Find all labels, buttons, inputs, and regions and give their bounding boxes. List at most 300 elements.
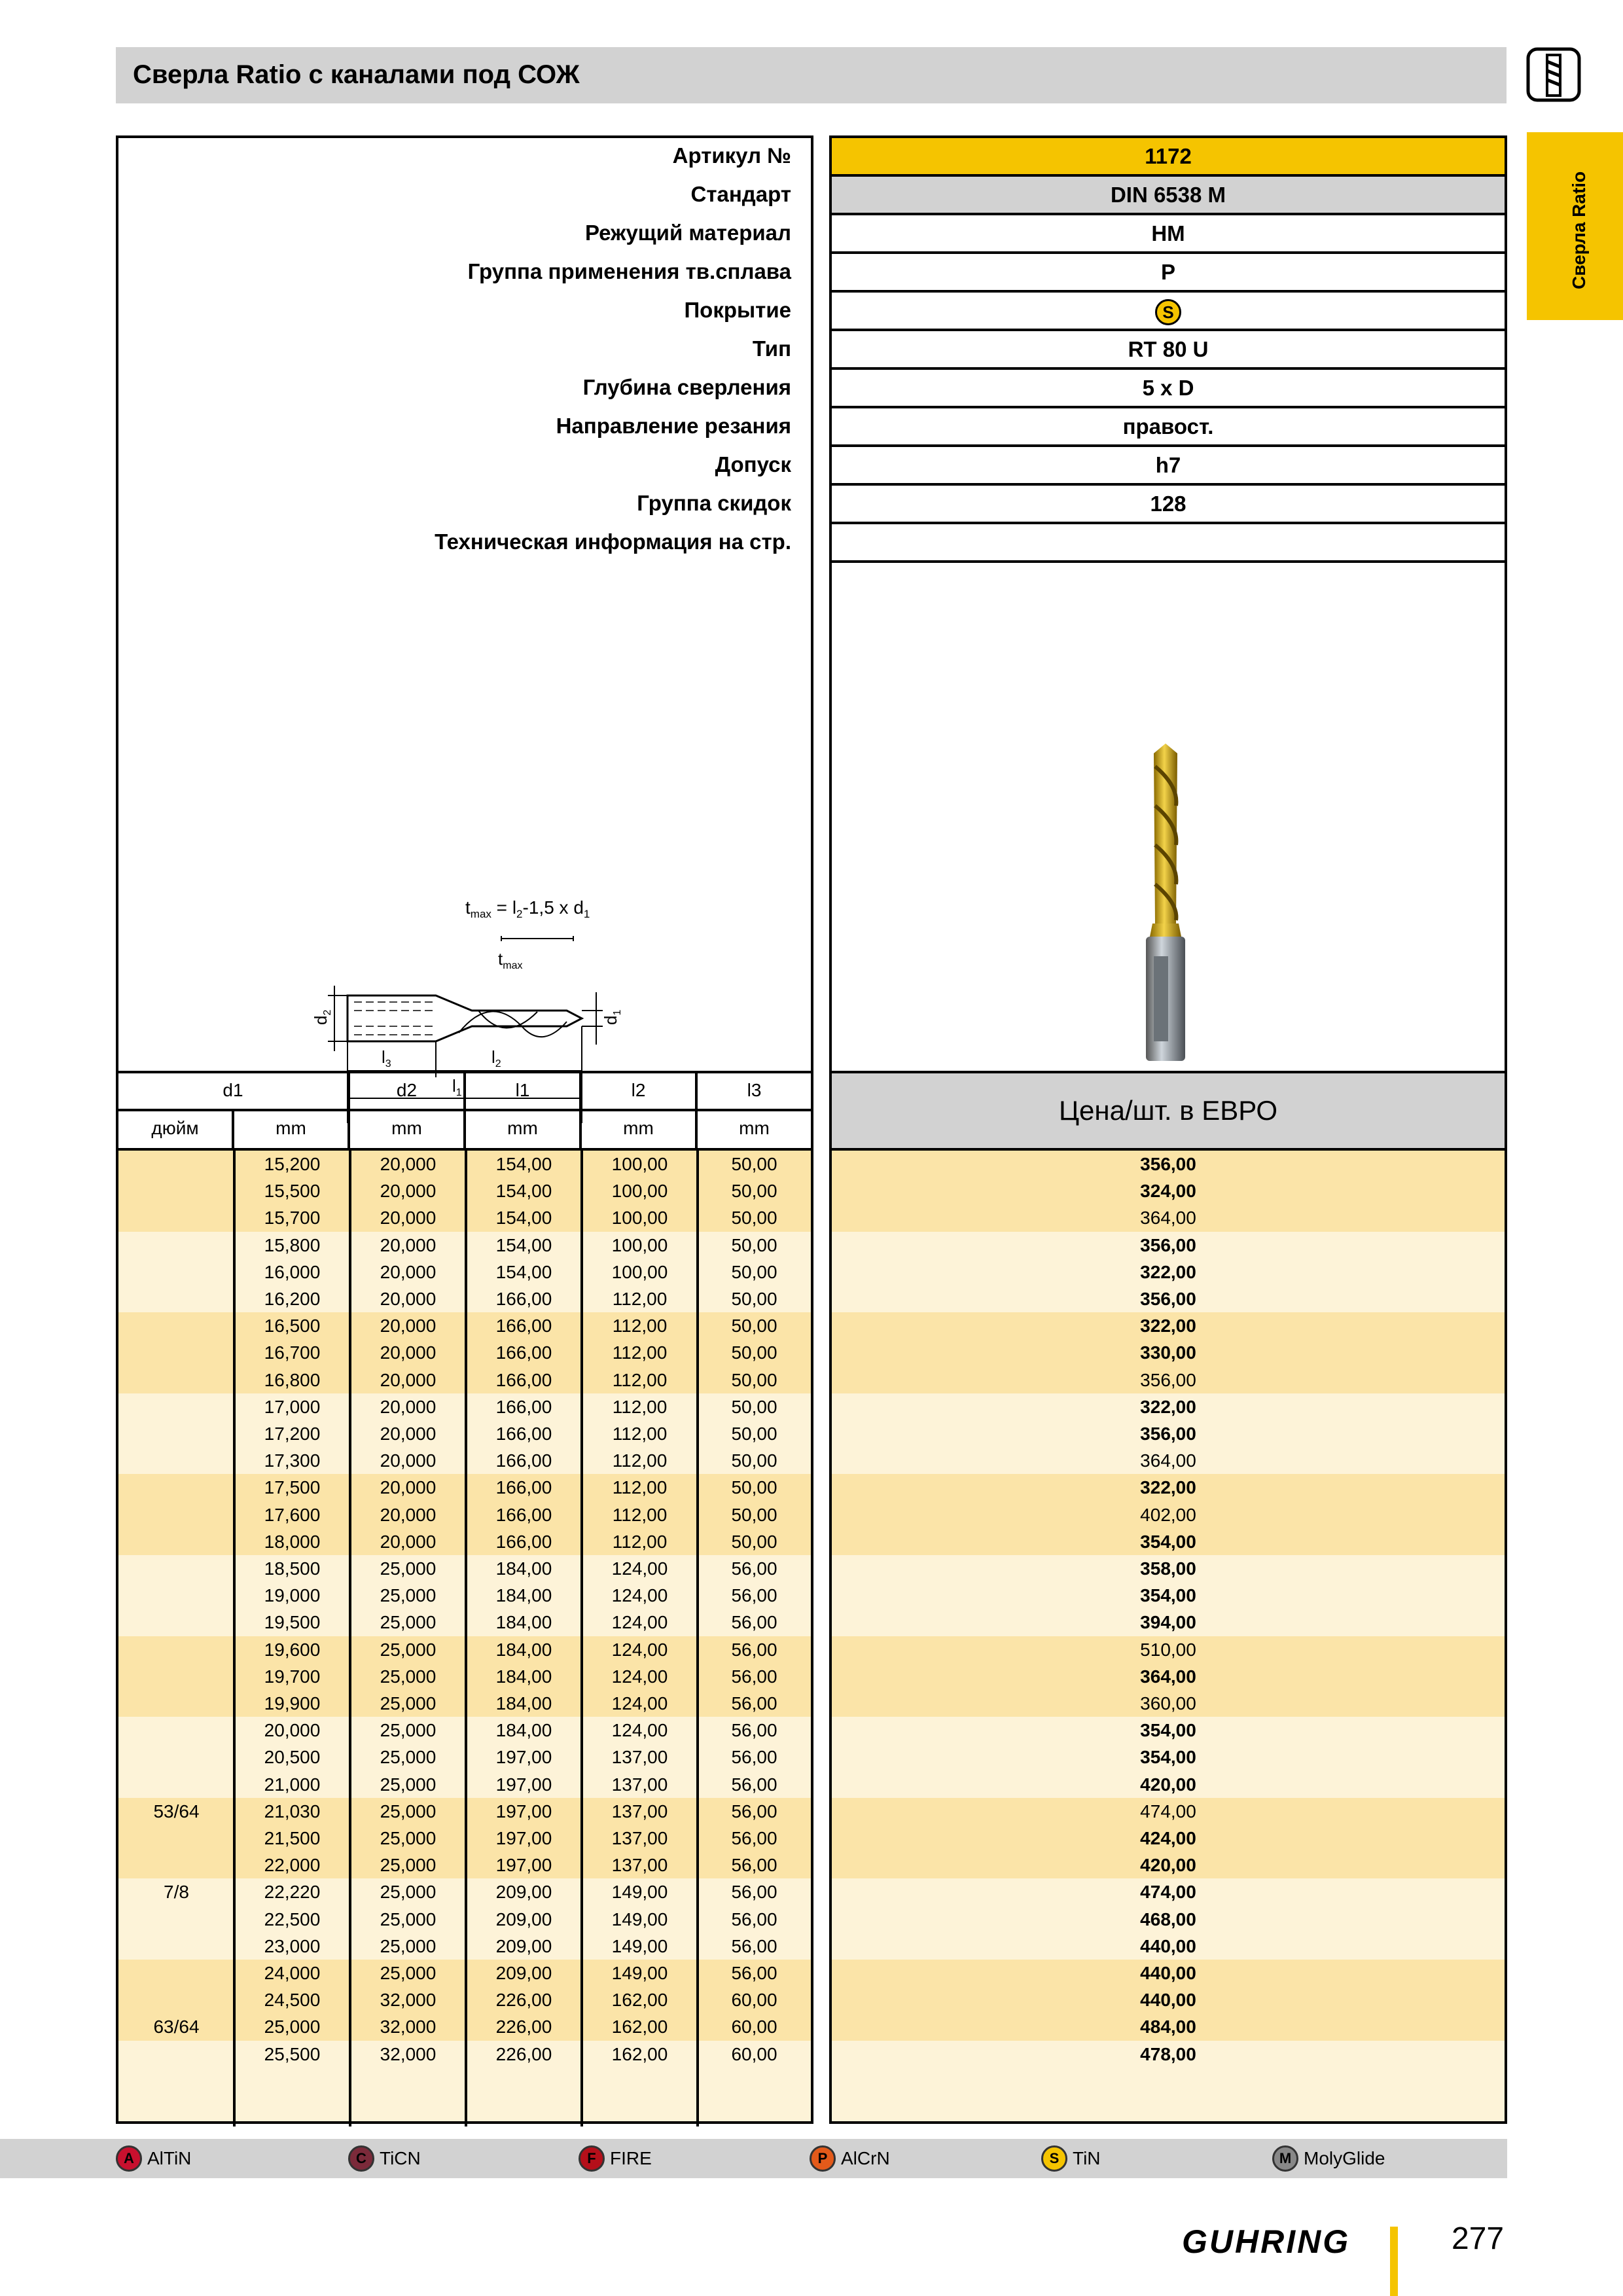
cell-price: 364,00 (1140, 1450, 1196, 1471)
cell-l2: 112,00 (612, 1504, 668, 1525)
cell-price: 354,00 (1140, 1720, 1196, 1741)
cell-d2: 25,000 (380, 1558, 437, 1579)
cell-l2: 112,00 (612, 1450, 668, 1471)
svg-text:tmax: $t_{max}$ (498, 949, 523, 971)
cell-d2: 20,000 (380, 1504, 437, 1525)
unit-l1: mm (466, 1111, 582, 1151)
spec-labels-panel (116, 135, 813, 2124)
cell-inch (118, 1501, 234, 1528)
cell-l2: 137,00 (611, 1828, 668, 1848)
col-header-d2: d2 (350, 1071, 466, 1111)
unit-d1: mm (234, 1111, 350, 1151)
cell-l3: 60,00 (731, 1990, 777, 2011)
cell-l1: 166,00 (495, 1342, 552, 1363)
cell-l1: 166,00 (495, 1316, 552, 1336)
coating-legend (0, 2139, 1507, 2178)
cell-d1: 25,000 (264, 2017, 321, 2037)
cell-price: 364,00 (1140, 1666, 1196, 1687)
cell-price: 468,00 (1140, 1909, 1196, 1929)
cell-l2: 100,00 (611, 1261, 668, 1282)
cell-d1: 17,500 (264, 1477, 321, 1498)
cell-d2: 25,000 (380, 1855, 437, 1876)
cell-price: 440,00 (1140, 1963, 1196, 1983)
coating-alcrn-icon: P (810, 2145, 836, 2172)
cell-l3: 56,00 (731, 1801, 777, 1821)
cell-l3: 50,00 (731, 1396, 777, 1417)
cell-inch (118, 2041, 234, 2068)
svg-text:l2: $l_2$ (491, 1047, 501, 1069)
cell-l1: 184,00 (495, 1666, 552, 1687)
spec-label: Группа скидок (637, 491, 791, 515)
unit-l3: mm (698, 1111, 811, 1151)
cell-d2: 20,000 (380, 1369, 437, 1390)
cell-l2: 162,00 (611, 2043, 668, 2064)
svg-text:d2: $d_2$ (311, 1009, 333, 1025)
drill-product-image (1120, 740, 1211, 1067)
cell-inch (118, 1771, 234, 1798)
cell-inch (118, 1420, 234, 1447)
cell-inch (118, 1474, 234, 1501)
cell-l3: 50,00 (731, 1261, 777, 1282)
cell-d1: 19,000 (264, 1585, 321, 1606)
cell-l2: 112,00 (612, 1316, 668, 1336)
cell-l2: 149,00 (611, 1882, 668, 1903)
spec-value: P (832, 254, 1505, 293)
cell-l2: 100,00 (611, 1154, 668, 1174)
cell-d1: 15,800 (264, 1234, 321, 1255)
legend-item (1041, 2144, 1101, 2173)
coating-tin-icon: S (1155, 299, 1181, 325)
legend-item (116, 2144, 191, 2173)
cell-d2: 25,000 (380, 1909, 437, 1929)
cell-d2: 20,000 (380, 1154, 437, 1174)
cell-d2: 20,000 (380, 1477, 437, 1498)
coating-ticn-icon: C (348, 2145, 374, 2172)
cell-d1: 24,000 (264, 1963, 321, 1983)
cell-inch (118, 1367, 234, 1393)
cell-d1: 19,500 (264, 1612, 321, 1633)
cell-inch: 63/64 (153, 2017, 200, 2037)
cell-l1: 166,00 (495, 1450, 552, 1471)
cell-d2: 20,000 (380, 1261, 437, 1282)
cell-d1: 16,700 (264, 1342, 321, 1363)
cell-price: 356,00 (1140, 1369, 1196, 1390)
cell-l3: 56,00 (731, 1909, 777, 1929)
cell-l1: 154,00 (495, 1181, 552, 1202)
cell-d1: 21,030 (264, 1801, 321, 1821)
cell-l1: 166,00 (495, 1369, 552, 1390)
cell-l1: 197,00 (495, 1828, 552, 1848)
cell-l1: 184,00 (495, 1639, 552, 1660)
cell-price: 356,00 (1140, 1154, 1196, 1174)
cell-d1: 17,000 (264, 1396, 321, 1417)
cell-price: 364,00 (1140, 1208, 1196, 1229)
spec-value: правост. (832, 408, 1505, 447)
cell-l1: 166,00 (495, 1396, 552, 1417)
cell-d1: 17,200 (264, 1424, 321, 1444)
cell-d2: 25,000 (380, 1963, 437, 1983)
cell-l2: 124,00 (611, 1639, 668, 1660)
cell-d2: 20,000 (380, 1289, 437, 1309)
cell-d2: 25,000 (380, 1828, 437, 1848)
cell-inch (118, 1825, 234, 1852)
legend-label: AlCrN (841, 2148, 890, 2168)
cell-d2: 20,000 (380, 1181, 437, 1202)
spec-value: 1172 (832, 138, 1505, 177)
cell-l2: 137,00 (611, 1855, 668, 1876)
coating-molyglide-icon: M (1272, 2145, 1298, 2172)
cell-price: 394,00 (1140, 1612, 1196, 1633)
cell-price: 354,00 (1140, 1747, 1196, 1768)
col-header-d1: d1 (118, 1071, 350, 1111)
cell-l3: 50,00 (731, 1424, 777, 1444)
cell-d2: 20,000 (380, 1396, 437, 1417)
title-bar (116, 47, 1507, 103)
cell-inch (118, 1285, 234, 1312)
cell-l3: 56,00 (731, 1585, 777, 1606)
cell-d2: 25,000 (380, 1720, 437, 1741)
cell-d2: 25,000 (380, 1585, 437, 1606)
cell-l3: 56,00 (731, 1612, 777, 1633)
cell-d2: 20,000 (380, 1531, 437, 1552)
cell-price: 322,00 (1140, 1477, 1196, 1498)
cell-price: 354,00 (1140, 1585, 1196, 1606)
cell-l3: 50,00 (731, 1342, 777, 1363)
cell-l3: 50,00 (731, 1181, 777, 1202)
cell-d1: 23,000 (264, 1935, 321, 1956)
section-tab (1527, 132, 1623, 320)
legend-label: TiCN (380, 2148, 421, 2168)
cell-l1: 226,00 (495, 1990, 552, 2011)
cell-inch (118, 1933, 234, 1960)
cell-l2: 137,00 (611, 1774, 668, 1795)
spec-value: HM (832, 215, 1505, 254)
cell-l1: 166,00 (495, 1531, 552, 1552)
coating-fire-icon: F (579, 2145, 605, 2172)
cell-price: 420,00 (1140, 1774, 1196, 1795)
cell-l1: 209,00 (495, 1963, 552, 1983)
cell-l2: 124,00 (611, 1666, 668, 1687)
cell-d1: 16,000 (264, 1261, 321, 1282)
spec-label: Техническая информация на стр. (435, 529, 791, 554)
svg-text:l1: $l_1$ (452, 1076, 462, 1098)
cell-d2: 20,000 (380, 1208, 437, 1229)
cell-price: 322,00 (1140, 1261, 1196, 1282)
coating-altin-icon: A (116, 2145, 142, 2172)
cell-d1: 20,500 (264, 1747, 321, 1768)
cell-inch (118, 1528, 234, 1555)
cell-l2: 100,00 (611, 1181, 668, 1202)
cell-l1: 209,00 (495, 1882, 552, 1903)
cell-d2: 20,000 (380, 1342, 437, 1363)
cell-l3: 50,00 (731, 1289, 777, 1309)
coating-tin-icon: S (1041, 2145, 1067, 2172)
cell-d1: 19,600 (264, 1639, 321, 1660)
cell-d2: 25,000 (380, 1693, 437, 1713)
cell-d2: 25,000 (380, 1639, 437, 1660)
cell-inch (118, 1609, 234, 1636)
cell-inch (118, 1339, 234, 1366)
cell-d2: 32,000 (380, 1990, 437, 2011)
cell-l1: 184,00 (495, 1693, 552, 1713)
cell-inch (118, 1447, 234, 1474)
spec-label: Направление резания (556, 414, 791, 438)
cell-l3: 60,00 (731, 2017, 777, 2037)
cell-d2: 25,000 (380, 1612, 437, 1633)
cell-d1: 15,700 (264, 1208, 321, 1229)
spec-label: Покрытие (684, 298, 791, 322)
cell-l1: 154,00 (495, 1234, 552, 1255)
spec-value (832, 524, 1505, 563)
cell-l3: 60,00 (731, 2043, 777, 2064)
cell-l2: 162,00 (611, 2017, 668, 2037)
section-tab-label: Сверла Ratio (1569, 171, 1589, 289)
cell-d1: 17,600 (264, 1504, 321, 1525)
cell-d2: 32,000 (380, 2043, 437, 2064)
drill-icon (1526, 47, 1581, 102)
cell-l2: 112,00 (612, 1477, 668, 1498)
cell-l1: 197,00 (495, 1747, 552, 1768)
cell-d2: 25,000 (380, 1882, 437, 1903)
cell-inch (118, 1204, 234, 1231)
cell-inch (118, 1906, 234, 1933)
cell-price: 360,00 (1140, 1693, 1196, 1713)
cell-d2: 20,000 (380, 1316, 437, 1336)
cell-d1: 16,800 (264, 1369, 321, 1390)
cell-l2: 137,00 (611, 1801, 668, 1821)
unit-l2: mm (582, 1111, 698, 1151)
spec-value: h7 (832, 447, 1505, 486)
cell-l2: 124,00 (611, 1585, 668, 1606)
cell-d2: 20,000 (380, 1424, 437, 1444)
cell-inch (118, 1232, 234, 1259)
cell-inch (118, 1555, 234, 1582)
cell-l1: 166,00 (495, 1504, 552, 1525)
cell-price: 322,00 (1140, 1396, 1196, 1417)
cell-l1: 197,00 (495, 1774, 552, 1795)
cell-price: 474,00 (1140, 1882, 1196, 1903)
cell-l1: 166,00 (495, 1477, 552, 1498)
cell-l2: 100,00 (611, 1234, 668, 1255)
legend-label: MolyGlide (1304, 2148, 1385, 2168)
cell-d1: 24,500 (264, 1990, 321, 2011)
cell-l3: 56,00 (731, 1935, 777, 1956)
spec-value: RT 80 U (832, 331, 1505, 370)
cell-d1: 16,500 (264, 1316, 321, 1336)
cell-d2: 25,000 (380, 1774, 437, 1795)
cell-price: 358,00 (1140, 1558, 1196, 1579)
cell-d1: 17,300 (264, 1450, 321, 1471)
cell-l2: 112,00 (612, 1369, 668, 1390)
cell-inch (118, 1393, 234, 1420)
cell-price: 356,00 (1140, 1424, 1196, 1444)
cell-l3: 50,00 (731, 1234, 777, 1255)
cell-l1: 166,00 (495, 1424, 552, 1444)
spec-label: Допуск (715, 452, 791, 476)
cell-d2: 25,000 (380, 1666, 437, 1687)
cell-l3: 56,00 (731, 1882, 777, 1903)
spec-label: Режущий материал (584, 221, 791, 245)
cell-l2: 112,00 (612, 1289, 668, 1309)
svg-text:l3: $l_3$ (382, 1047, 391, 1069)
cell-inch (118, 1312, 234, 1339)
cell-inch (118, 1690, 234, 1717)
cell-d2: 32,000 (380, 2017, 437, 2037)
page-title: Сверла Ratio с каналами под СОЖ (133, 60, 580, 89)
cell-l3: 56,00 (731, 1639, 777, 1660)
cell-price: 330,00 (1140, 1342, 1196, 1363)
cell-d1: 15,200 (264, 1154, 321, 1174)
cell-l1: 154,00 (495, 1261, 552, 1282)
cell-l3: 50,00 (731, 1154, 777, 1174)
cell-l2: 149,00 (611, 1935, 668, 1956)
cell-l1: 197,00 (495, 1801, 552, 1821)
cell-price: 474,00 (1140, 1801, 1196, 1821)
spec-values-panel (829, 135, 1507, 2124)
cell-l3: 50,00 (731, 1316, 777, 1336)
cell-l2: 124,00 (611, 1558, 668, 1579)
col-header-l3: l3 (698, 1071, 811, 1111)
cell-d1: 25,500 (264, 2043, 321, 2064)
cell-l3: 56,00 (731, 1666, 777, 1687)
cell-l2: 112,00 (612, 1342, 668, 1363)
cell-l3: 56,00 (731, 1828, 777, 1848)
cell-inch (118, 1717, 234, 1744)
cell-d2: 20,000 (380, 1450, 437, 1471)
cell-l2: 137,00 (611, 1747, 668, 1768)
cell-l3: 50,00 (731, 1450, 777, 1471)
legend-label: TiN (1073, 2148, 1101, 2168)
legend-item (810, 2144, 890, 2173)
cell-price: 420,00 (1140, 1855, 1196, 1876)
cell-price: 356,00 (1140, 1234, 1196, 1255)
cell-l1: 184,00 (495, 1558, 552, 1579)
footer-divider (1390, 2227, 1398, 2296)
legend-item (348, 2144, 421, 2173)
unit-inch: дюйм (118, 1111, 234, 1151)
cell-inch (118, 1636, 234, 1663)
cell-l3: 56,00 (731, 1558, 777, 1579)
price-column-header: Цена/шт. в ЕВРО (832, 1071, 1505, 1151)
cell-inch (118, 1259, 234, 1285)
cell-inch (118, 1582, 234, 1609)
cell-d1: 20,000 (264, 1720, 321, 1741)
legend-item (1272, 2144, 1385, 2173)
cell-l3: 56,00 (731, 1855, 777, 1876)
cell-d1: 22,220 (264, 1882, 321, 1903)
cell-l1: 184,00 (495, 1612, 552, 1633)
cell-inch (118, 1986, 234, 2013)
cell-l1: 184,00 (495, 1585, 552, 1606)
spec-value: 128 (832, 486, 1505, 524)
cell-l3: 56,00 (731, 1693, 777, 1713)
cell-l3: 50,00 (731, 1504, 777, 1525)
cell-d1: 19,900 (264, 1693, 321, 1713)
cell-d1: 22,000 (264, 1855, 321, 1876)
legend-label: FIRE (610, 2148, 652, 2168)
spec-label: Группа применения тв.сплава (467, 259, 791, 283)
cell-d2: 25,000 (380, 1801, 437, 1821)
cell-price: 484,00 (1140, 2017, 1196, 2037)
cell-l1: 197,00 (495, 1855, 552, 1876)
spec-value: DIN 6538 M (832, 177, 1505, 215)
cell-l2: 149,00 (611, 1963, 668, 1983)
cell-l2: 124,00 (611, 1720, 668, 1741)
cell-l2: 162,00 (611, 1990, 668, 2011)
cell-inch (118, 1960, 234, 1986)
cell-inch: 7/8 (164, 1882, 189, 1903)
spec-label: Стандарт (690, 182, 791, 206)
cell-d1: 19,700 (264, 1666, 321, 1687)
cell-d1: 15,500 (264, 1181, 321, 1202)
cell-l1: 166,00 (495, 1289, 552, 1309)
cell-l3: 50,00 (731, 1369, 777, 1390)
cell-price: 324,00 (1140, 1181, 1196, 1202)
cell-price: 478,00 (1140, 2043, 1196, 2064)
col-header-l2: l2 (582, 1071, 698, 1111)
cell-l3: 56,00 (731, 1720, 777, 1741)
cell-l2: 112,00 (612, 1396, 668, 1417)
spec-label: Артикул № (672, 143, 791, 168)
cell-l3: 56,00 (731, 1774, 777, 1795)
cell-l2: 112,00 (612, 1531, 668, 1552)
cell-inch: 53/64 (153, 1801, 200, 1821)
cell-d1: 21,000 (264, 1774, 321, 1795)
cell-l2: 149,00 (611, 1909, 668, 1929)
cell-l2: 100,00 (611, 1208, 668, 1229)
brand-logo: GUHRING (1182, 2223, 1351, 2260)
spec-value (832, 293, 1505, 331)
cell-l2: 124,00 (611, 1693, 668, 1713)
cell-d1: 18,000 (264, 1531, 321, 1552)
cell-d2: 25,000 (380, 1935, 437, 1956)
svg-text:tmax = l2-1,5 x d1: $t_{max} = l_2-1,5$ x $d_1$ (465, 897, 590, 920)
cell-d1: 22,500 (264, 1909, 321, 1929)
cell-d1: 21,500 (264, 1828, 321, 1848)
cell-l1: 226,00 (495, 2017, 552, 2037)
legend-item (579, 2144, 652, 2173)
cell-inch (118, 1151, 234, 1177)
cell-l1: 209,00 (495, 1909, 552, 1929)
page-number: 277 (1452, 2221, 1505, 2256)
legend-label: AlTiN (147, 2148, 192, 2168)
cell-price: 354,00 (1140, 1531, 1196, 1552)
cell-l3: 50,00 (731, 1477, 777, 1498)
spec-label: Тип (752, 336, 791, 361)
cell-price: 440,00 (1140, 1990, 1196, 2011)
spec-value: 5 x D (832, 370, 1505, 408)
spec-label: Глубина сверления (582, 375, 791, 399)
cell-price: 510,00 (1140, 1639, 1196, 1660)
unit-d2: mm (350, 1111, 466, 1151)
cell-l2: 112,00 (612, 1424, 668, 1444)
cell-l1: 226,00 (495, 2043, 552, 2064)
cell-l1: 209,00 (495, 1935, 552, 1956)
svg-text:d1: $d_1$ (601, 1009, 623, 1025)
cell-price: 402,00 (1140, 1504, 1196, 1525)
cell-d1: 16,200 (264, 1289, 321, 1309)
cell-l1: 154,00 (495, 1208, 552, 1229)
cell-inch (118, 1744, 234, 1770)
cell-d2: 25,000 (380, 1747, 437, 1768)
cell-l3: 56,00 (731, 1963, 777, 1983)
cell-price: 322,00 (1140, 1316, 1196, 1336)
cell-price: 424,00 (1140, 1828, 1196, 1848)
cell-price: 356,00 (1140, 1289, 1196, 1309)
cell-inch (118, 1663, 234, 1690)
cell-price: 440,00 (1140, 1935, 1196, 1956)
cell-l3: 50,00 (731, 1531, 777, 1552)
